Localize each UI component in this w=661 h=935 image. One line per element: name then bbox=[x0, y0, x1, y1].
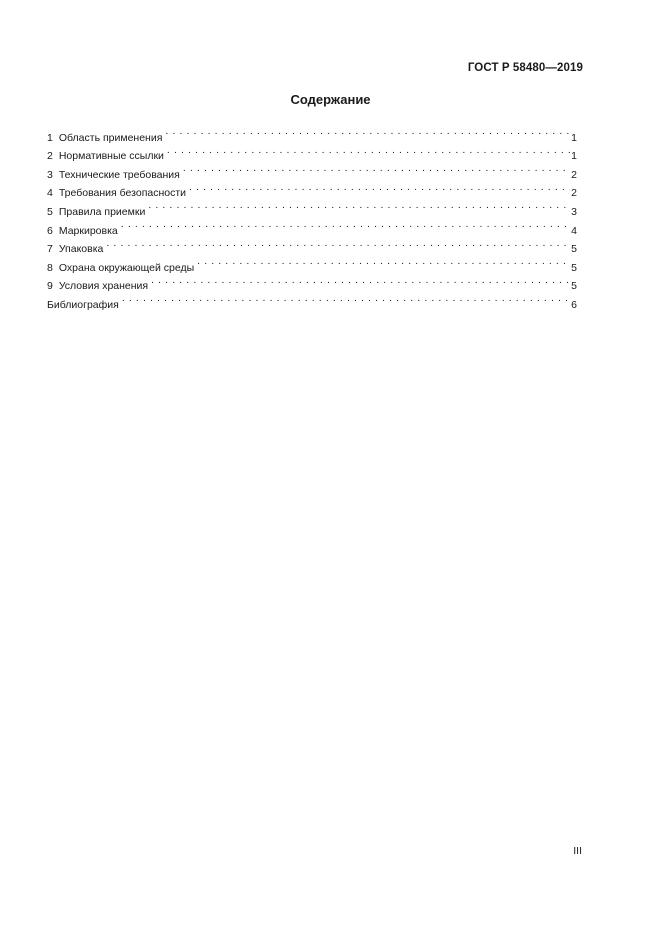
toc-entry-packaging[interactable] bbox=[47, 234, 577, 256]
toc-entry-page: 3 bbox=[571, 205, 577, 218]
toc-entry-title: Нормативные ссылки bbox=[58, 150, 164, 163]
toc-entry-number: 4 bbox=[47, 187, 53, 200]
toc-entry-page: 5 bbox=[571, 261, 577, 274]
toc-entry-marking[interactable] bbox=[47, 215, 577, 237]
table-of-contents bbox=[47, 122, 577, 311]
toc-entry-page: 2 bbox=[571, 187, 577, 200]
toc-entry-page: 5 bbox=[571, 280, 577, 293]
dot-leader bbox=[167, 141, 570, 160]
toc-entry-page: 1 bbox=[571, 150, 577, 163]
toc-entry-title: Требования безопасности bbox=[58, 187, 187, 200]
toc-entry-number: 1 bbox=[47, 131, 53, 144]
toc-entry-number: 5 bbox=[47, 205, 53, 218]
toc-entry-number: 6 bbox=[47, 224, 53, 237]
toc-entry-title: Условия хранения bbox=[58, 280, 149, 293]
document-code: ГОСТ Р 58480—2019 bbox=[467, 62, 583, 74]
dot-leader bbox=[183, 159, 570, 178]
toc-entry-number: 7 bbox=[47, 243, 53, 256]
page-number: III bbox=[573, 845, 582, 857]
toc-entry-title: Маркировка bbox=[58, 224, 118, 237]
toc-entry-number: 2 bbox=[47, 150, 53, 163]
toc-entry-scope[interactable] bbox=[47, 122, 577, 144]
toc-entry-number: 3 bbox=[47, 168, 53, 181]
toc-entry-environmental-protection[interactable] bbox=[47, 252, 577, 274]
dot-leader bbox=[197, 252, 570, 271]
toc-entry-number: 8 bbox=[47, 261, 53, 274]
dot-leader bbox=[189, 178, 570, 197]
toc-entry-page: 4 bbox=[571, 224, 577, 237]
dot-leader bbox=[106, 234, 570, 253]
toc-entry-title: Правила приемки bbox=[58, 205, 146, 218]
dot-leader bbox=[121, 215, 570, 234]
dot-leader bbox=[151, 271, 570, 290]
toc-entry-page: 5 bbox=[571, 243, 577, 256]
dot-leader bbox=[148, 196, 570, 215]
dot-leader bbox=[165, 122, 570, 141]
toc-entry-title: Технические требования bbox=[58, 168, 180, 181]
toc-entry-title: Охрана окружающей среды bbox=[58, 261, 195, 274]
toc-entry-title: Упаковка bbox=[58, 243, 104, 256]
toc-entry-page: 6 bbox=[571, 298, 577, 311]
toc-entry-page: 1 bbox=[571, 131, 577, 144]
toc-title: Содержание bbox=[290, 92, 371, 107]
dot-leader bbox=[122, 289, 570, 308]
toc-entry-number: 9 bbox=[47, 280, 53, 293]
toc-entry-page: 2 bbox=[571, 168, 577, 181]
toc-entry-title: Библиография bbox=[47, 298, 119, 311]
toc-entry-bibliography[interactable] bbox=[47, 289, 577, 311]
toc-entry-title: Область применения bbox=[58, 131, 163, 144]
